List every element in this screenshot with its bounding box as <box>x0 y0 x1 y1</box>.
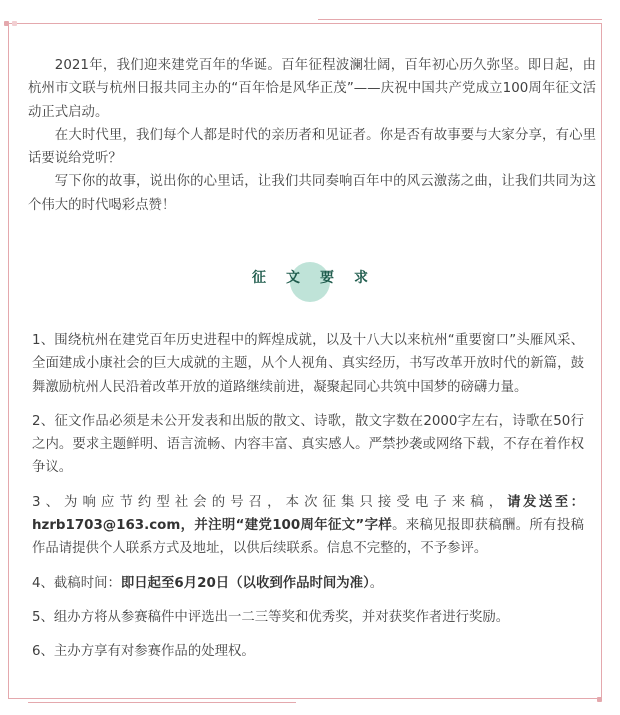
requirement-1: 1、围绕杭州在建党百年历史进程中的辉煌成就，以及十八大以来杭州“重要窗口”头雁风采、全面建成小康社会的巨大成就的主题，从个人视角、真实经历，书写改革开放时代的新篇，鼓舞激励杭州人民沿着改革开放的道路继续前进，凝聚起同心共筑中国梦的磅礴力量。 <box>32 333 584 395</box>
corner-decor-3 <box>597 697 602 702</box>
top-decor-line <box>318 19 602 20</box>
requirement-6: 6、主办方享有对参赛作品的处理权。 <box>32 644 255 660</box>
bottom-decor-line <box>28 702 296 703</box>
corner-decor-1 <box>4 21 9 26</box>
heading-title: 征文要求 <box>252 270 388 286</box>
requirement-4 <box>32 572 584 595</box>
requirement-3 <box>32 491 584 561</box>
intro-section <box>28 54 596 217</box>
requirements-list <box>32 329 584 675</box>
section-heading <box>0 262 620 292</box>
deadline-value: 即日起至6月20日（以收到作品时间为准） <box>120 575 370 591</box>
intro-paragraph-1: 2021年，我们迎来建党百年的华诞。百年征程波澜壮阔，百年初心历久弥坚。即日起，由杭州市文联与杭州日报共同主办的“百年恰是风华正茂”——庆祝中国共产党成立100周年征文活动正式启动。 <box>28 58 596 120</box>
intro-paragraph-2: 在大时代里，我们每个人都是时代的亲历者和见证者。你是否有故事要与大家分享，有心里话要说给党听？ <box>28 127 596 167</box>
requirement-2: 2、征文作品必须是未公开发表和出版的散文、诗歌，散文字数在2000字左右，诗歌在50行之内。要求主题鲜明、语言流畅、内容丰富、真实感人。严禁抄袭或网络下载，不存在着作权争议。 <box>32 413 584 476</box>
submission-email: 请发送至：hzrb1703@163.com，并注明“建党100周年征文”字样 <box>32 494 584 534</box>
corner-decor-2 <box>12 21 17 26</box>
requirement-5: 5、组办方将从参赛稿件中评选出一二三等奖和优秀奖，并对获奖作者进行奖励。 <box>32 609 510 625</box>
deadline-label: 4、截稿时间： <box>32 575 121 591</box>
requirement-3-rest: 。来稿见报即获稿酬。所有投稿作品请提供个人联系方式及地址，以供后续联系。信息不完整的，不予参评。 <box>32 518 585 557</box>
intro-paragraph-3: 写下你的故事，说出你的心里话，让我们共同奏响百年中的风云激荡之曲，让我们共同为这个伟大的时代喝彩点赞！ <box>28 174 596 213</box>
requirement-3-text: 3、为响应节约型社会的号召，本次征集只接受电子来稿， <box>32 494 508 510</box>
deadline-end: 。 <box>369 575 384 591</box>
